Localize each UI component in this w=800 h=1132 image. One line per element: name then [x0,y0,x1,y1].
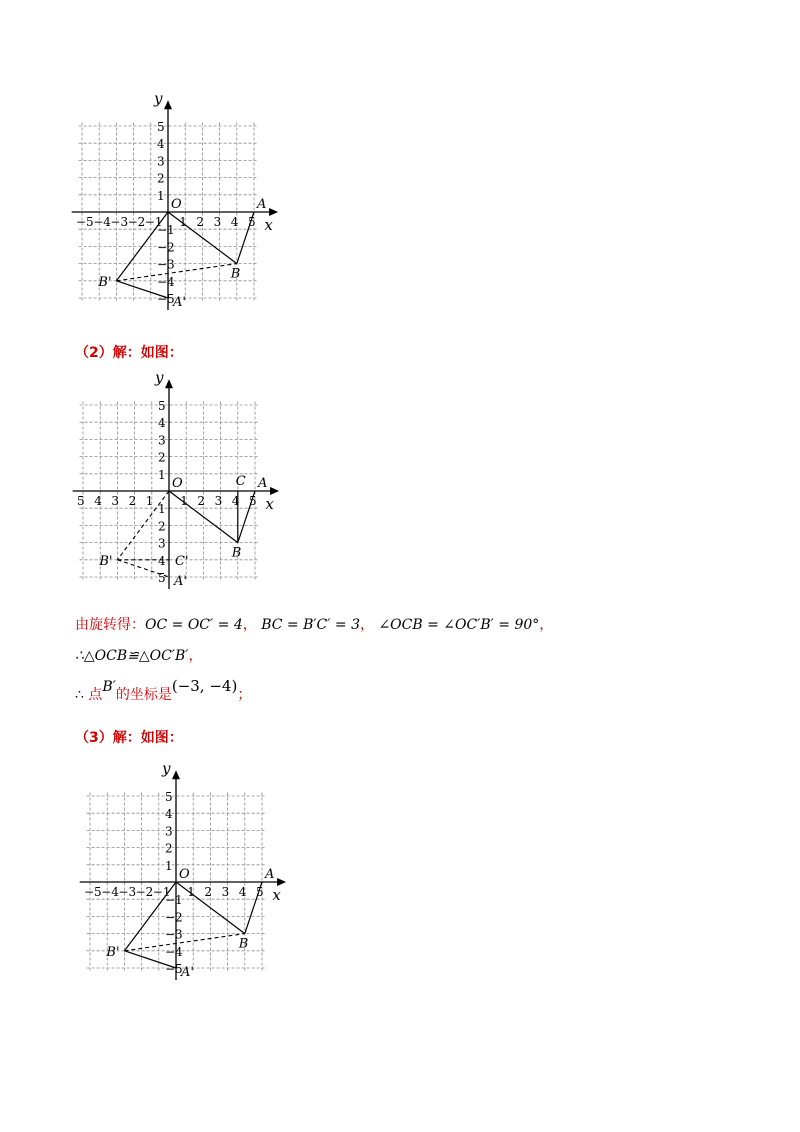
point-label: B' [106,944,120,960]
y-tick-label: 1 [158,502,166,517]
segment [124,934,244,951]
part2-heading: （2）解：如图： [75,345,183,361]
y-tick-label: 1 [157,188,165,203]
x-tick-label: −3 [110,215,129,229]
x-axis-label: x [272,886,281,904]
y-tick-label: 5 [158,399,166,413]
rotation-prefix: 由旋转得： [75,617,145,633]
x-tick-label: 3 [214,494,223,508]
y-axis-label: y [155,368,164,387]
y-tick-label: 4 [158,553,166,568]
y-tick-label: 2 [158,450,166,465]
x-tick-label: 4 [238,885,247,899]
x-tick-label: 2 [128,494,137,508]
x-tick-label: −1 [144,215,163,229]
origin-label: O [171,197,182,212]
point-label: B [230,266,241,282]
y-tick-label: 5 [165,790,173,804]
y-tick-label: −4 [165,944,183,959]
coordinate-value: (−3, −4) [171,677,238,695]
x-axis-arrow [277,878,286,886]
x-tick-label: −1 [152,885,171,899]
b-prime-symbol: B′ [102,679,116,695]
coordinate-is-text: 的坐标是 [115,687,172,703]
y-tick-label: −5 [157,292,175,306]
y-tick-label: −1 [165,893,183,908]
x-tick-label: 5 [249,494,257,508]
y-tick-label: 3 [165,824,173,839]
x-axis-label: x [265,495,274,513]
therefore-symbol: ∴ [75,687,84,703]
y-tick-label: −5 [165,962,183,976]
origin-label: O [172,476,183,491]
congruence-statement: ∴△OCB≌△OC′B′ [75,648,189,664]
x-tick-label: 2 [204,885,213,899]
point-label: C' [175,553,189,569]
point-label: A [257,197,267,212]
point-label: A' [173,295,186,310]
eq-bc: BC = B′C′ = 3 [261,617,360,633]
x-axis-label: x [264,216,273,234]
point-label: B' [99,553,113,569]
y-tick-label: −4 [157,274,175,289]
x-tick-label: −4 [101,885,119,899]
point-label: A [258,476,268,491]
y-tick-label: −1 [157,223,175,238]
y-tick-label: 4 [158,416,166,431]
y-tick-label: 1 [165,858,173,873]
x-tick-label: 1 [145,494,154,508]
comma-3: ， [539,617,554,633]
y-tick-label: 3 [157,154,165,169]
y-axis-label: y [162,759,171,778]
x-tick-label: 5 [256,885,264,899]
y-tick-label: 5 [157,120,165,134]
segment [245,882,262,934]
point-label: A' [181,965,194,980]
x-tick-label: 5 [248,215,256,229]
x-tick-label: 5 [77,494,85,508]
part3-heading: （3）解：如图： [75,730,183,746]
y-tick-label: −2 [165,910,183,925]
origin-label: O [179,867,190,882]
x-tick-label: 4 [230,215,239,229]
x-tick-label: 1 [179,215,187,229]
y-tick-label: 1 [158,467,166,482]
x-tick-label: 2 [197,494,206,508]
x-tick-label: 2 [196,215,205,229]
semicolon: ； [237,687,252,703]
y-tick-label: −3 [157,257,175,272]
point-label: B' [98,274,112,290]
comma-2: ， [359,617,374,633]
x-tick-label: 4 [94,494,102,508]
y-axis-arrow [172,770,180,779]
y-tick-label: 2 [158,519,166,534]
point-label: C [235,474,246,489]
comma-4: ， [188,648,203,664]
x-tick-label: −2 [127,215,146,229]
x-tick-label: 1 [187,885,195,899]
y-tick-label: −2 [157,240,175,255]
x-tick-label: −4 [93,215,111,229]
eq-angle: ∠OCB = ∠OC′B′ = 90° [378,617,540,633]
point-label: B [238,936,249,952]
point-label: B [231,545,242,561]
x-tick-label: −3 [118,885,137,899]
y-tick-label: 4 [165,807,173,822]
y-tick-label: 4 [157,137,165,152]
y-tick-label: 3 [158,433,166,448]
point-word: 点 [88,687,103,703]
x-tick-label: 4 [231,494,240,508]
x-tick-label: 1 [180,494,188,508]
x-tick-label: 3 [213,215,222,229]
x-tick-label: −5 [84,885,102,899]
comma-1: ， [242,617,257,633]
x-tick-label: 3 [221,885,230,899]
x-tick-label: 3 [111,494,120,508]
x-tick-label: −2 [135,885,154,899]
y-axis-label: y [154,89,163,108]
y-tick-label: 3 [158,536,166,551]
eq-oc: OC = OC′ = 4 [145,617,243,633]
y-tick-label: 5 [158,571,166,585]
x-tick-label: −5 [76,215,94,229]
y-tick-label: 2 [165,841,173,856]
point-label: A [265,867,275,882]
y-tick-label: −3 [165,927,183,942]
point-label: A' [174,574,187,589]
y-tick-label: 2 [157,171,165,186]
